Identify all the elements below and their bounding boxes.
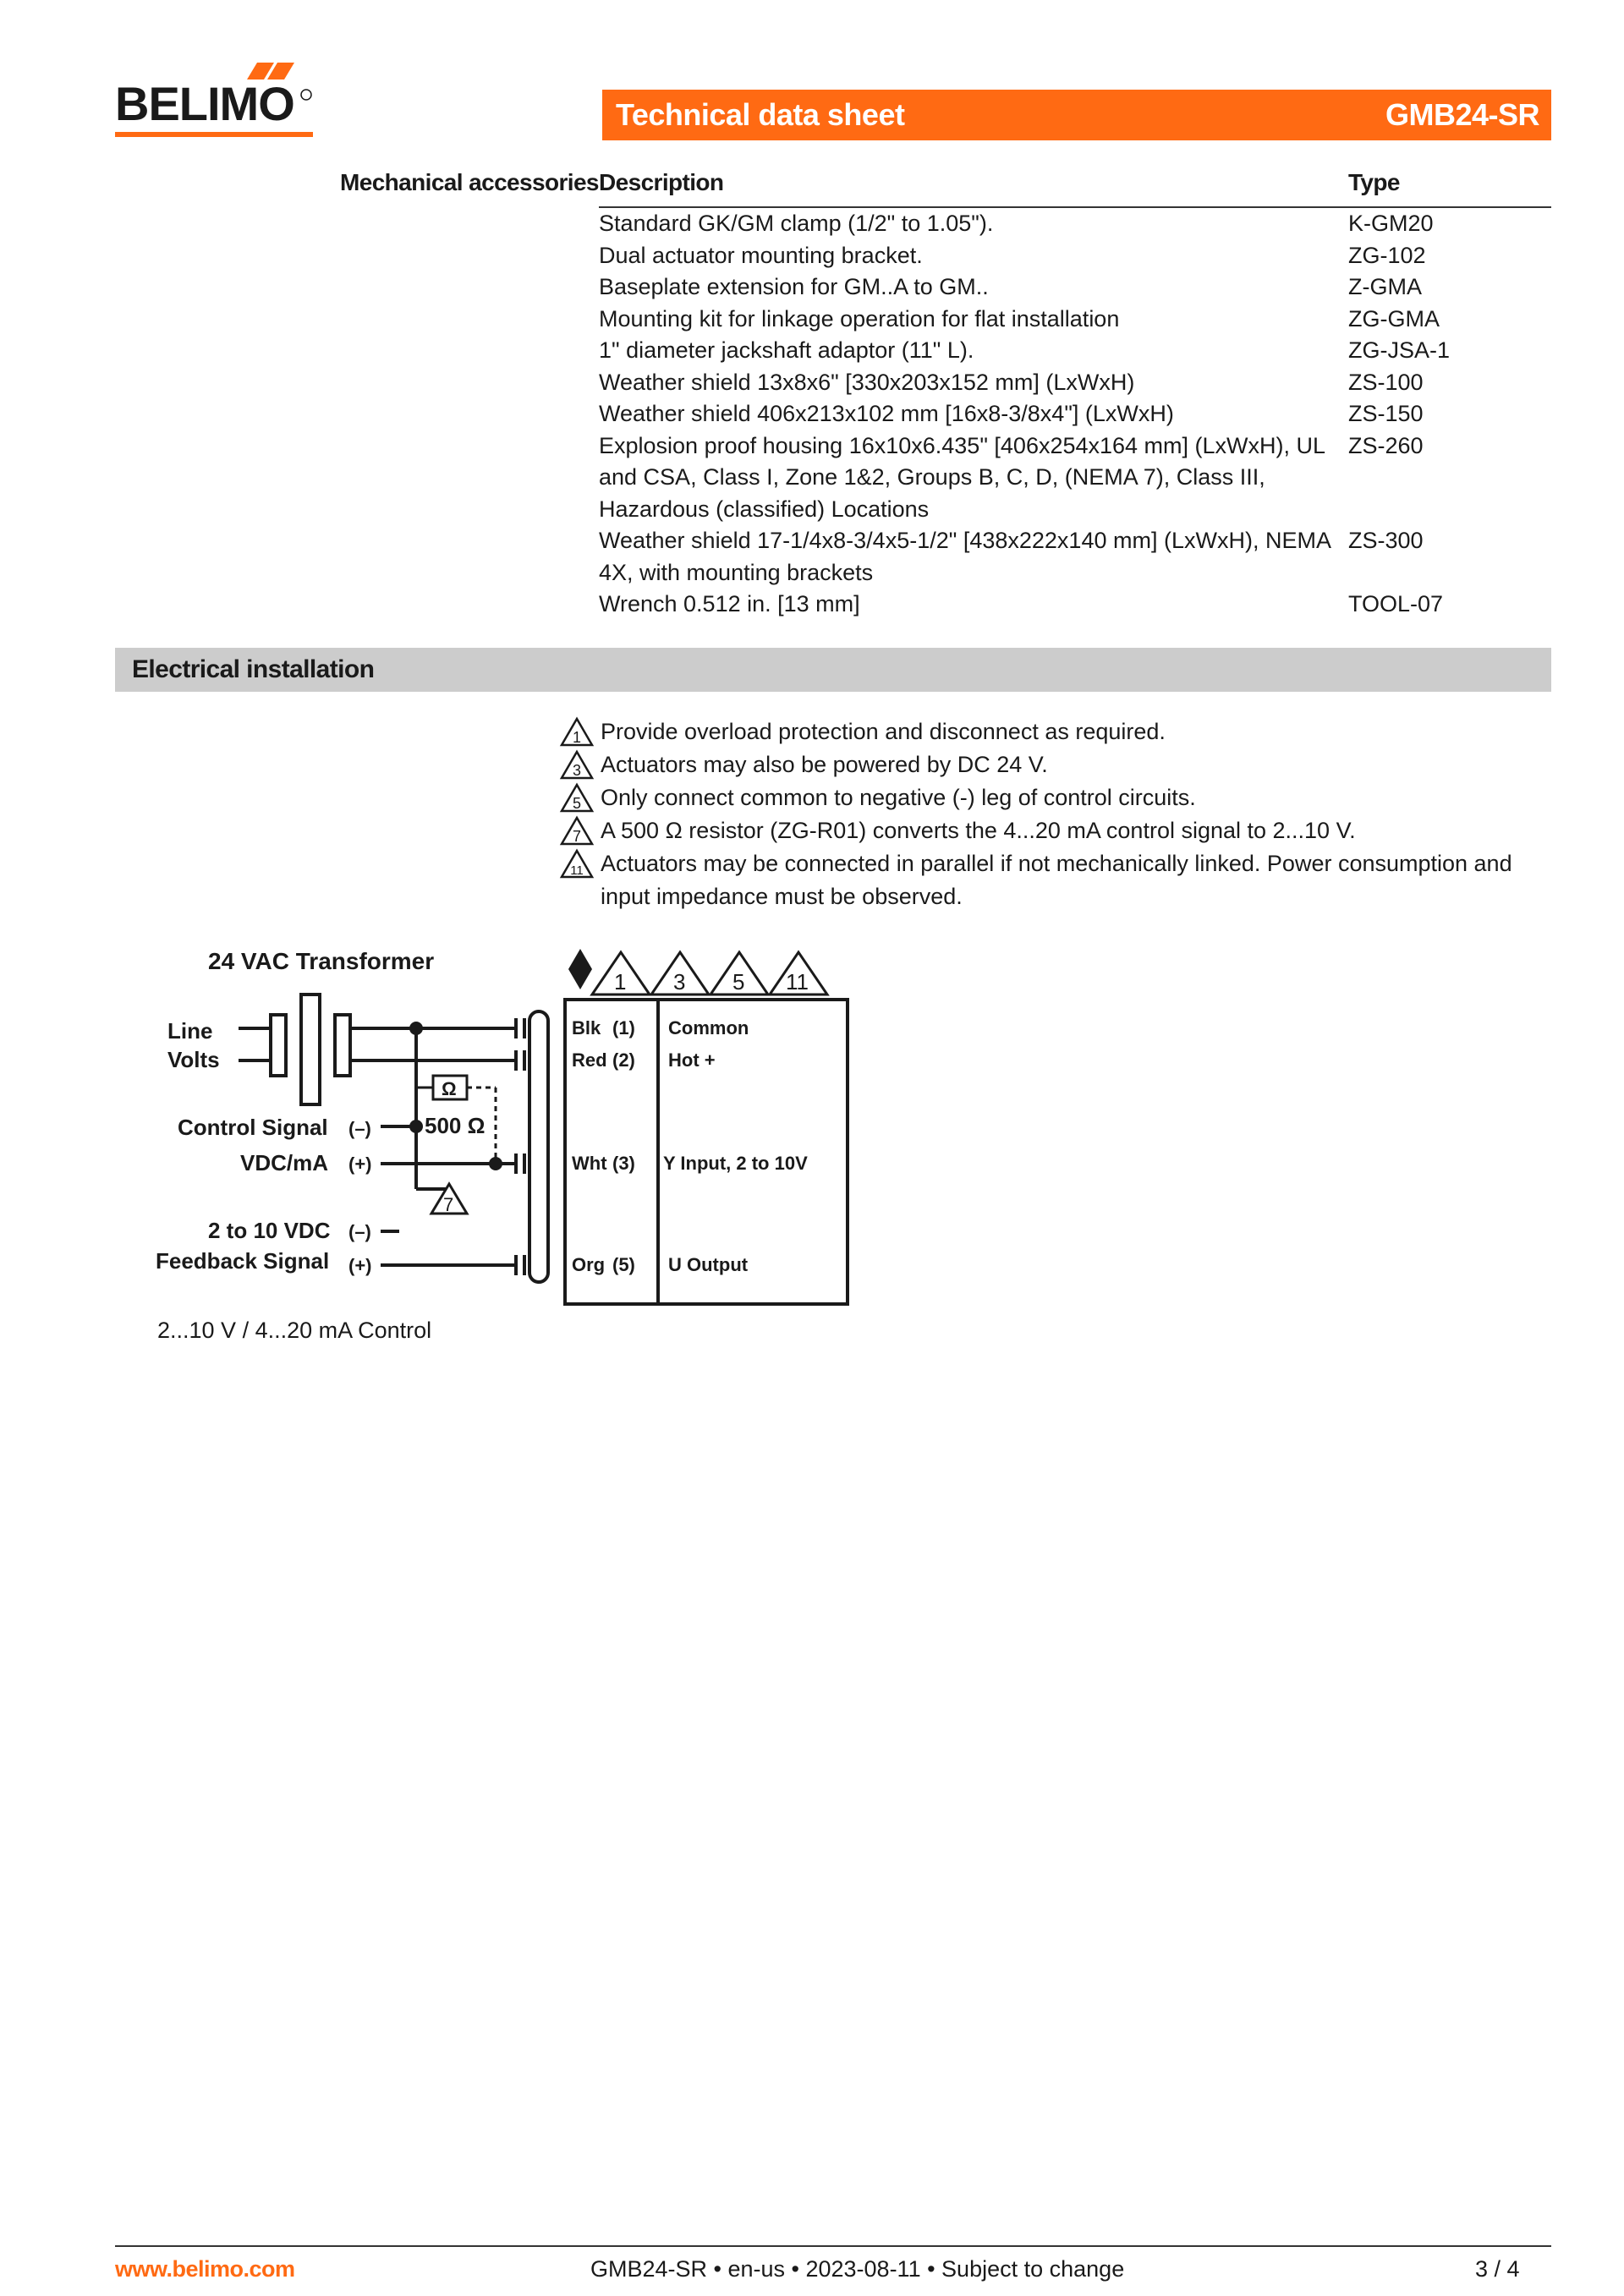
installation-note (558, 847, 1556, 913)
accessory-row (599, 240, 1551, 272)
wire-red-number: (2) (612, 1049, 635, 1071)
control-signal-label: Control Signal (178, 1115, 328, 1140)
wire-wht-color: Wht (572, 1153, 607, 1174)
accessory-description: Dual actuator mounting bracket. (599, 242, 923, 268)
control-minus: (–) (348, 1118, 371, 1139)
warning-triangle-icon (558, 748, 597, 781)
transformer-label: 24 VAC Transformer (208, 948, 435, 974)
feedback-plus: (+) (348, 1255, 372, 1276)
wire-blk-number: (1) (612, 1017, 635, 1038)
header-note-11: 11 (786, 969, 809, 995)
note-text: Provide overload protection and disconnect as required. (601, 719, 1166, 744)
accessory-row (599, 430, 1551, 526)
accessory-row (599, 335, 1551, 367)
note-number: 3 (572, 762, 582, 779)
header-bar (602, 90, 1551, 140)
accessory-description: Baseplate extension for GM..A to GM.. (599, 274, 989, 299)
accessory-row (599, 367, 1551, 399)
note-text: A 500 Ω resistor (ZG-R01) converts the 4...20 mA control signal to 2...10 V. (601, 818, 1356, 843)
page-number: 3 / 4 (1475, 2256, 1520, 2282)
accessory-description: Mounting kit for linkage operation for flat installation (599, 305, 1120, 332)
feedback-minus: (–) (348, 1221, 371, 1242)
installation-note (558, 748, 1556, 781)
accessories-table-header (599, 167, 1551, 208)
note-number: 7 (572, 828, 582, 845)
accessory-description: Weather shield 406x213x102 mm [16x8-3/8x4"] (LxWxH) (599, 401, 1174, 426)
wire-org-function: U Output (668, 1254, 749, 1275)
header-note-1: 1 (614, 969, 627, 995)
belimo-logo (115, 61, 318, 142)
installation-note (558, 814, 1556, 847)
vdc-ma-label: VDC/mA (240, 1150, 329, 1175)
description-column-header: Description (599, 169, 724, 195)
accessory-row (599, 208, 1551, 240)
header-note-5: 5 (732, 969, 745, 995)
accessory-type: Z-GMA (1348, 274, 1422, 299)
note-number: 1 (572, 729, 582, 746)
volts-label: Volts (167, 1047, 220, 1072)
warning-triangle-icon (558, 715, 597, 748)
accessory-type: ZG-GMA (1348, 305, 1440, 332)
feedback-signal-label: Feedback Signal (156, 1248, 330, 1274)
accessory-row (599, 525, 1551, 589)
warning-triangle-icon (558, 847, 597, 880)
model-number: GMB24-SR (1385, 97, 1539, 132)
accessories-table (599, 208, 1551, 621)
control-plus: (+) (348, 1153, 372, 1175)
wire-red-color: Red (572, 1049, 607, 1071)
accessory-description: Wrench 0.512 in. [13 mm] (599, 591, 860, 616)
wire-blk-color: Blk (572, 1017, 601, 1038)
wire-org-number: (5) (612, 1254, 635, 1275)
wiring-diagram (152, 939, 854, 1328)
accessory-description: Standard GK/GM clamp (1/2" to 1.05"). (599, 211, 994, 236)
wire-org-color: Org (572, 1254, 606, 1275)
accessory-description: Explosion proof housing 16x10x6.435" [406x254x164 mm] (LxWxH), UL and CSA, Class I, Zone 1&2, Groups B, C, D, (NEMA 7), Class III, Hazardous (classified) Locations (599, 432, 1325, 522)
resistor-value: 500 Ω (425, 1113, 486, 1138)
accessory-type: ZS-260 (1348, 432, 1424, 458)
note-text: Only connect common to negative (-) leg of control circuits. (601, 785, 1196, 810)
warning-triangle-icon (558, 781, 597, 814)
line-label: Line (167, 1018, 213, 1044)
footer-website-link[interactable]: www.belimo.com (115, 2256, 295, 2282)
installation-notes (558, 715, 1556, 913)
note-text: Actuators may be connected in parallel if not mechanically linked. Power consumption and input impedance must be observed. (601, 851, 1512, 909)
accessory-row (599, 271, 1551, 304)
accessory-type: TOOL-07 (1348, 591, 1444, 616)
installation-note (558, 781, 1556, 814)
footer-document-info: GMB24-SR • en-us • 2023-08-11 • Subject to change (590, 2256, 1125, 2282)
header-note-3: 3 (673, 969, 686, 995)
resistor-symbol: Ω (442, 1078, 457, 1099)
document-title: Technical data sheet (616, 97, 905, 132)
accessory-row (599, 398, 1551, 430)
note-7-ref: 7 (443, 1194, 454, 1215)
accessory-row (599, 589, 1551, 621)
accessory-description: 1" diameter jackshaft adaptor (11" L). (599, 337, 974, 363)
accessory-type: ZS-150 (1348, 401, 1424, 426)
electrical-installation-heading: Electrical installation (115, 648, 1551, 692)
feedback-voltage-label: 2 to 10 VDC (208, 1218, 331, 1243)
accessory-row (599, 304, 1551, 336)
note-number: 5 (572, 795, 582, 812)
wire-wht-function: Y Input, 2 to 10V (663, 1153, 808, 1174)
installation-note (558, 715, 1556, 748)
logo-text: BELIMO (115, 77, 294, 130)
type-column-header: Type (1348, 169, 1400, 195)
wire-red-function: Hot + (668, 1049, 716, 1071)
accessory-type: ZG-102 (1348, 242, 1426, 268)
accessory-type: ZG-JSA-1 (1348, 337, 1451, 363)
note-number: 11 (570, 863, 584, 878)
wire-blk-function: Common (668, 1017, 749, 1038)
note-text: Actuators may also be powered by DC 24 V. (601, 752, 1048, 777)
accessory-type: K-GM20 (1348, 211, 1434, 236)
accessory-description: Weather shield 17-1/4x8-3/4x5-1/2" [438x222x140 mm] (LxWxH), NEMA 4X, with mounting brackets (599, 528, 1330, 585)
footer-divider (115, 2245, 1551, 2247)
mechanical-accessories-label: Mechanical accessories (340, 169, 599, 195)
wire-wht-number: (3) (612, 1153, 635, 1174)
diagram-caption: 2...10 V / 4...20 mA Control (157, 1318, 432, 1343)
accessory-description: Weather shield 13x8x6" [330x203x152 mm] (LxWxH) (599, 369, 1135, 395)
accessory-type: ZS-300 (1348, 528, 1424, 553)
warning-triangle-icon (558, 814, 597, 847)
accessory-type: ZS-100 (1348, 369, 1424, 395)
